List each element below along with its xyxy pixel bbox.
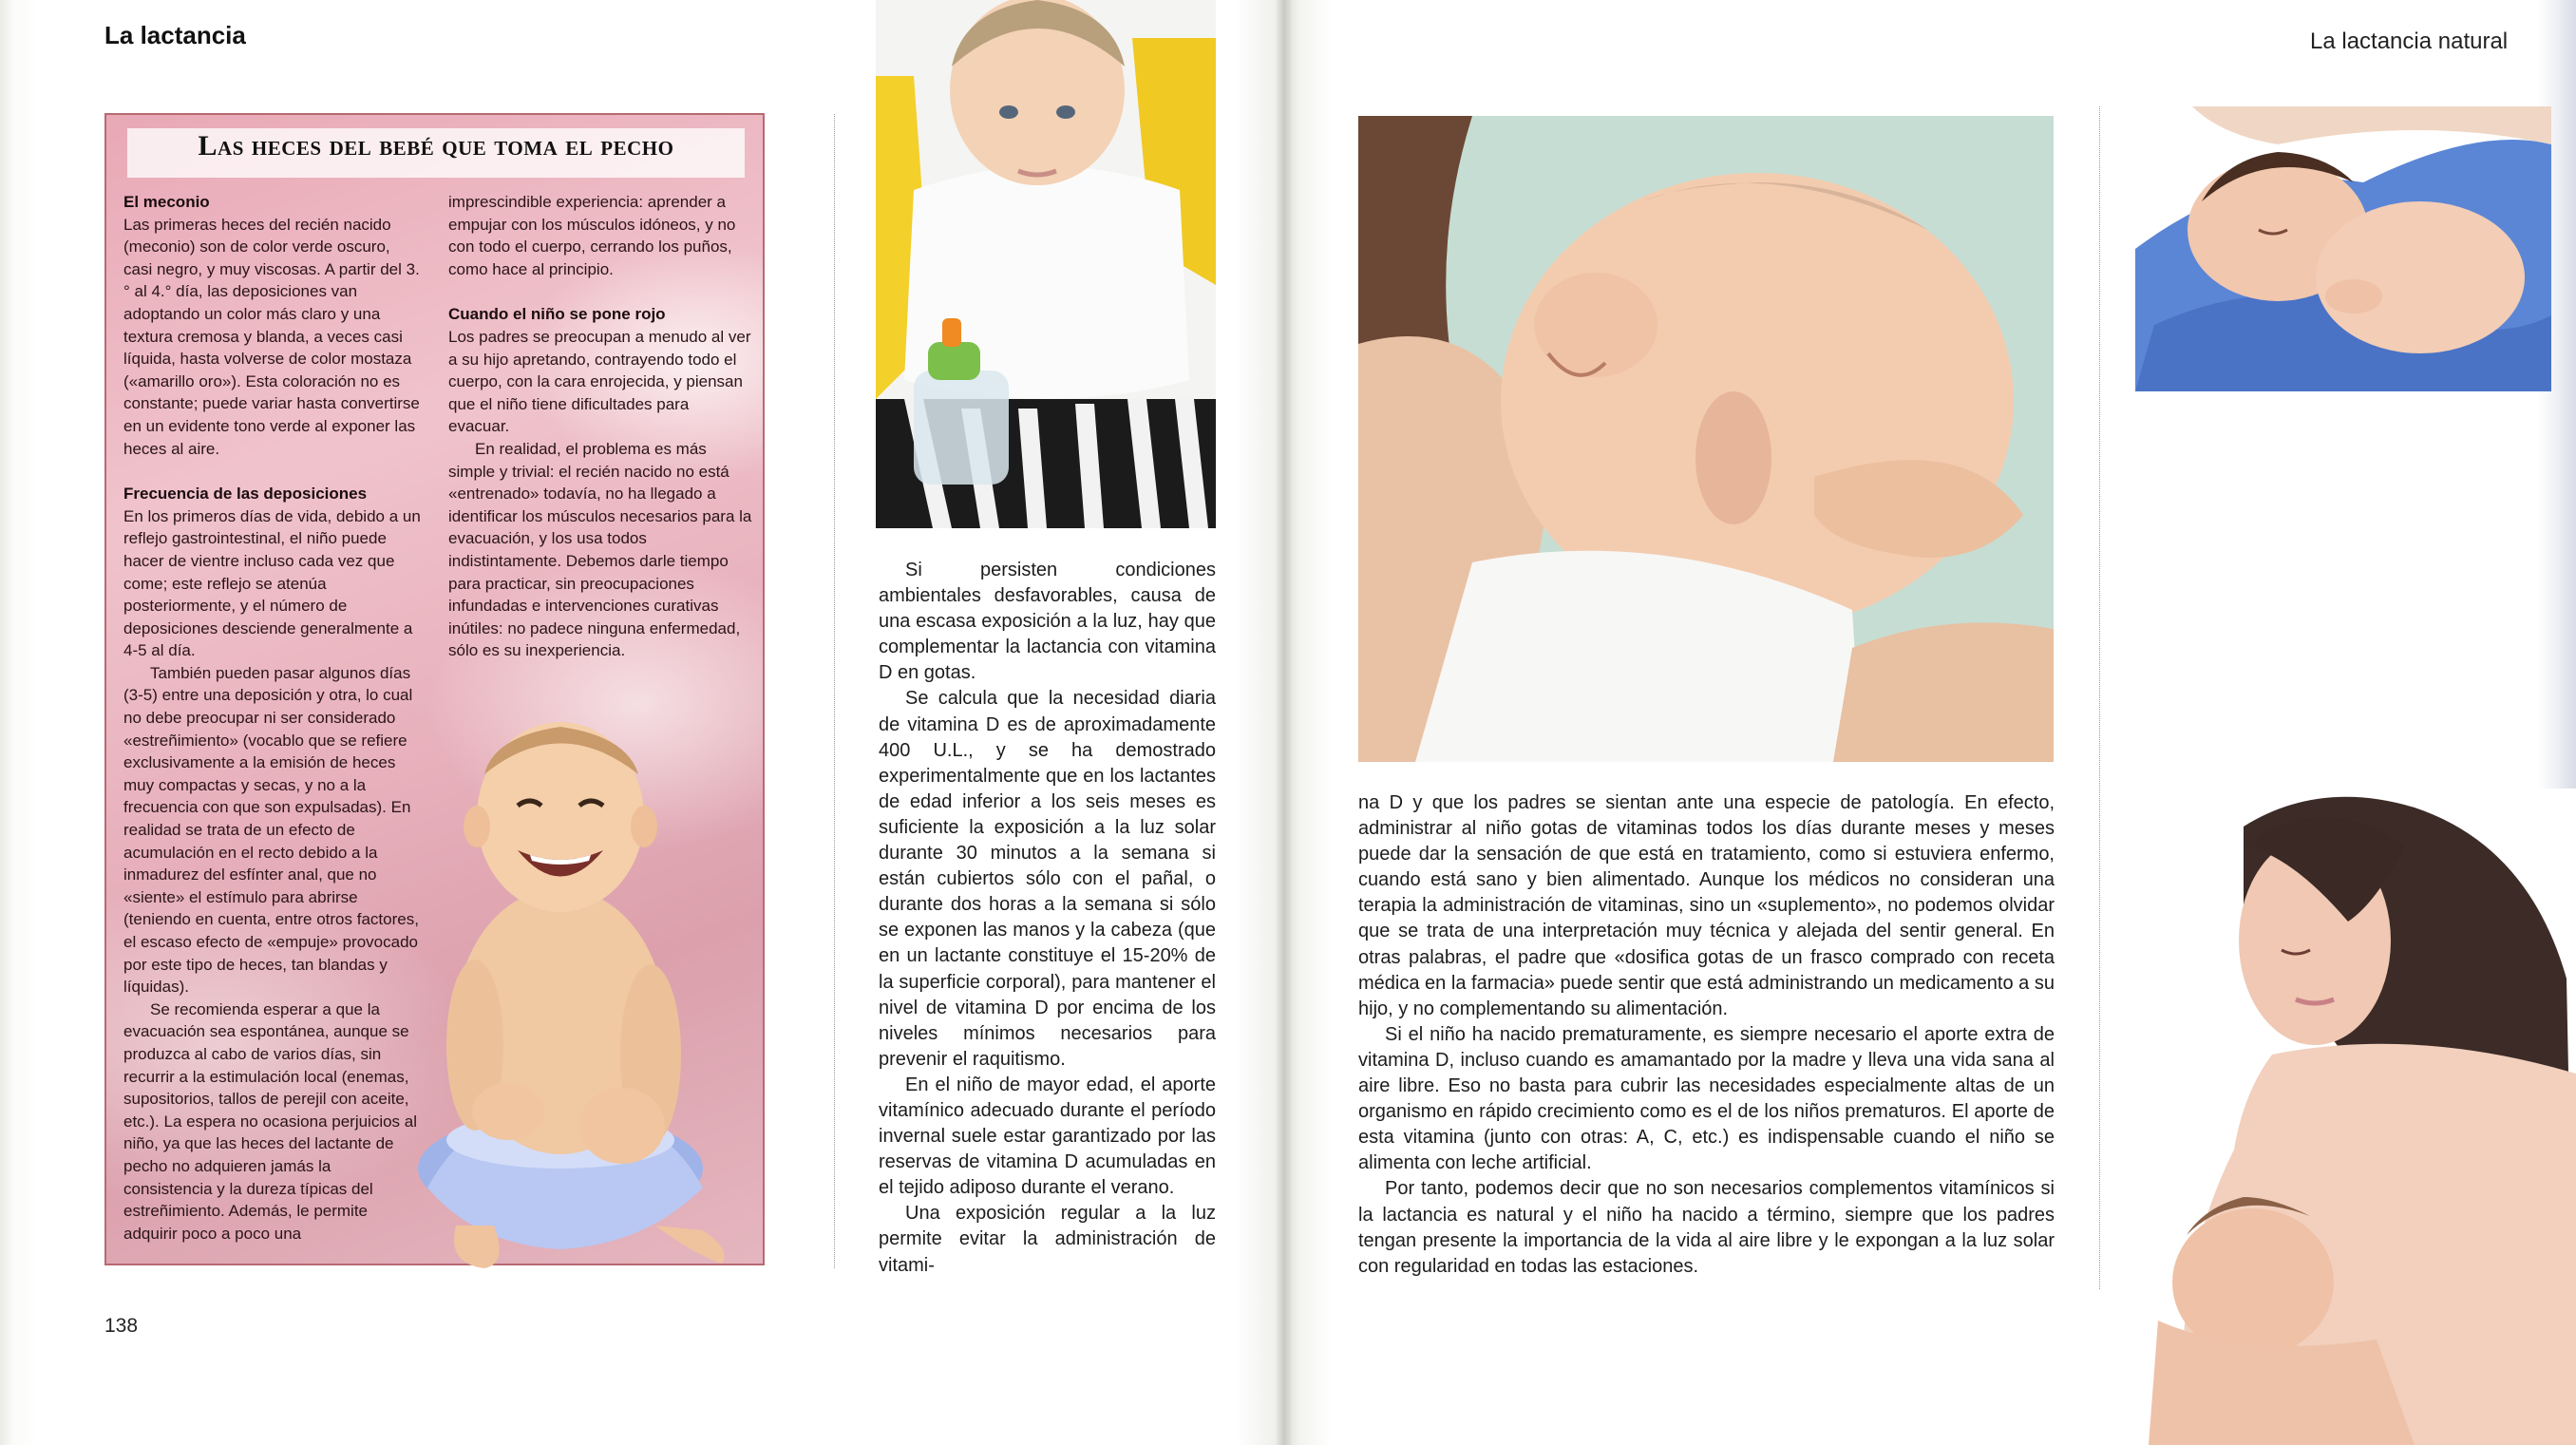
sidebar-heading-meconio: El meconio	[123, 193, 210, 211]
sidebar-paragraph: Se recomienda esperar a que la evacuación sea espontánea, aunque se produzca al cabo de varios días, sin recurrir a la estimulación local (enemas, supositorios, tallos de perejil con aceite, etc.). La espera no ocasiona perjuicios al niño, ya que las heces del lactante de pecho no adquieren jamás la consistencia y la dureza típicas del estreñimiento. Además, le permite adquirir poco a poco una	[123, 999, 418, 1243]
photo-breastfeeding-closeup	[1358, 116, 2054, 762]
column-rule	[834, 114, 835, 1268]
book-gutter	[1277, 0, 1292, 1445]
body-paragraph: Si persisten condiciones ambientales desfavorables, causa de una escasa exposición a la luz, hay que complementar la lactancia con vitamina D en gotas.	[879, 560, 1216, 684]
sidebar-paragraph: En realidad, el problema es más simple y trivial: el recién nacido no está «entrenado» todavía, no ha llegado a identificar los músculos necesarios para la evacuación, y los usa todos indistintamente. Debemos darle tiempo para practicar, sin preocupaciones infundadas e intervenciones curativas inútiles: no padece ninguna enfermedad, sólo es su inexperiencia.	[448, 439, 752, 660]
photo-baby-with-cup	[876, 0, 1216, 528]
sidebar-paragraph: También pueden pasar algunos días (3-5) entre una deposición y otra, lo cual no debe preocupar ni ser considerado «estreñimiento» (vocablo que se refiere exclusivamente a la emisión de heces muy compactas y secas, y no a la frecuencia con que son expulsadas). En realidad se trata de un efecto de acumulación en el recto debido a la inmadurez del esfínter anal, que no «siente» el estímulo para abrirse (teniendo en cuenta, entre otros factores, el escaso efecto de «empuje» provocado por este tipo de heces, tan blandas y líquidas).	[123, 663, 419, 997]
body-column-right	[1358, 790, 2055, 1280]
body-paragraph: Si el niño ha nacido prematuramente, es siempre necesario el aporte extra de vitamina D, incluso cuando es amamantado por la madre y lleva una vida sana al aire libre. Eso no basta para cubrir las necesidades especialmente altas de un organismo en rápido crecimiento como es el de los niños prematuros. El aporte de esta vitamina (junto con otras: A, C, etc.) es indispensable cuando el niño se alimenta con leche artificial.	[1358, 1023, 2055, 1174]
sidebar-heading-frecuencia: Frecuencia de las deposiciones	[123, 485, 368, 504]
sidebar-column-1	[123, 191, 423, 1245]
sidebar-title: Las heces del bebé que toma el pecho	[198, 130, 674, 162]
photo-sleeping-baby	[2135, 106, 2551, 391]
sidebar-heading-nino-rojo: Cuando el niño se pone rojo	[448, 305, 666, 324]
sidebar-column-2	[448, 191, 752, 662]
right-running-head: La lactancia natural	[2310, 29, 2509, 54]
body-paragraph: Por tanto, podemos decir que no son necesarios complementos vitamínicos si la lactancia es natural y el niño ha nacido a término, siempre que los padres tengan presente la importancia de la vida al aire libre y le expongan a la luz solar con regularidad en todas las estaciones.	[1358, 1178, 2055, 1277]
photo-mother-holding-baby	[2130, 789, 2576, 1445]
page-number: 138	[104, 1315, 139, 1337]
body-paragraph: Se calcula que la necesidad diaria de vitamina D es de aproximadamente 400 U.L., y se ha demostrado experimentalmente que en los lactantes de edad inferior a los seis meses es suficiente la exposición a la luz solar durante 30 minutos a la semana si están cubiertos sólo con el pañal, o durante dos horas a la semana si sólo se exponen las manos y la cabeza (que en un lactante constituye el 15-20% de la superficie corporal), para mantener el nivel de vitamina D por encima de los niveles mínimos necesarios para prevenir el raquitismo.	[879, 688, 1216, 1070]
body-paragraph: na D y que los padres se sientan ante una especie de patología. En efecto, administrar al niño gotas de vitaminas todos los días durante meses y meses puede dar la sensación de que está en tratamiento, como si estuviera enfermo, cuando está sano y bien alimentado. Aunque los médicos no consideran una terapia la administración de vitaminas, sino un «suplemento», no podemos olvidar que se trata de una interpretación muy técnica y alejada del sentir general. En otras palabras, el padre que «dosifica gotas de un frasco comprado con receta médica en la farmacia» puede sentir que está administrando un medicamento a su hijo, y no complementando su alimentación.	[1358, 792, 2055, 1019]
sidebar-paragraph: En los primeros días de vida, debido a un reflejo gastrointestinal, el niño puede hacer de vientre incluso cada vez que come; este reflejo se atenúa posteriormente, y el número de deposiciones desciende generalmente a 4-5 al día.	[123, 506, 421, 660]
baby-on-potty-illustration	[418, 694, 836, 1273]
body-paragraph: En el niño de mayor edad, el aporte vitamínico adecuado durante el período invernal suele estar garantizado por las reservas de vitamina D acumuladas en el tejido adiposo durante el verano.	[879, 1074, 1216, 1199]
sidebar-paragraph: imprescindible experiencia: aprender a empujar con los músculos idóneos, y no con todo el cuerpo, cerrando los puños, como hace al principio.	[448, 193, 736, 278]
sidebar-paragraph: Los padres se preocupan a menudo al ver a su hijo apretando, contrayendo todo el cuerpo, con la cara enrojecida, y piensan que el niño tiene dificultades para evacuar.	[448, 327, 751, 436]
sidebar-paragraph: Las primeras heces del recién nacido (meconio) son de color verde oscuro, casi negro, y muy viscosas. A partir del 3.° al 4.° día, las deposiciones van adoptando un color más claro y una textura cremosa y blanda, a veces casi líquida, hasta volverse de color mostaza («amarillo oro»). Esta coloración no es constante; puede variar hasta convertirse en un evidente tono verde al exponer las heces al aire.	[123, 215, 420, 458]
left-running-head: La lactancia	[104, 21, 246, 49]
body-column-left	[879, 558, 1216, 1279]
body-paragraph: Una exposición regular a la luz permite evitar la administración de vitami-	[879, 1203, 1216, 1276]
column-rule	[2099, 106, 2100, 1289]
